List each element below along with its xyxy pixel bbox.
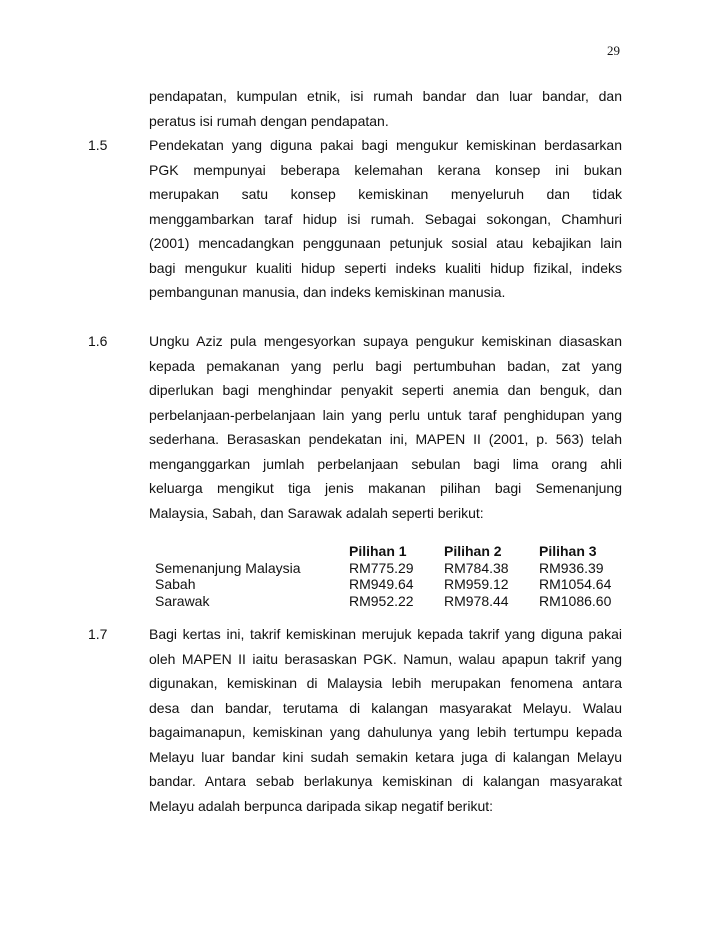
page-number: 29 bbox=[607, 43, 620, 58]
table-header: Pilihan 1 bbox=[349, 543, 407, 559]
text-line: (2001) mencadangkan penggunaan petunjuk sosial atau kebajikan lain bbox=[149, 235, 622, 251]
paragraph-text bbox=[149, 84, 622, 133]
table-cell: RM1054.64 bbox=[539, 576, 612, 592]
table-cell: Sarawak bbox=[155, 592, 210, 609]
table-cell: Semenanjung Malaysia bbox=[155, 559, 301, 576]
text-line: keluarga mengikut tiga jenis makanan pilihan bagi Semenanjung bbox=[149, 480, 622, 496]
table-cell: RM784.38 bbox=[444, 559, 509, 576]
text-line: Pendekatan yang diguna pakai bagi mengukur kemiskinan berdasarkan bbox=[149, 137, 622, 153]
table-cell: RM959.12 bbox=[444, 576, 509, 592]
text-line: sederhana. Berasaskan pendekatan ini, MAPEN II (2001, p. 563) telah bbox=[149, 431, 622, 447]
text-line: perbelanjaan-perbelanjaan lain yang perlu untuk taraf penghidupan yang bbox=[149, 406, 622, 423]
paragraph-text bbox=[149, 329, 622, 525]
text-line: peratus isi rumah dengan pendapatan. bbox=[149, 112, 389, 129]
section-number: 1.7 bbox=[88, 626, 108, 642]
table-row bbox=[155, 576, 629, 593]
text-line: merupakan satu konsep kemiskinan menyeluruh dan tidak bbox=[149, 186, 622, 202]
section-1-7 bbox=[88, 622, 622, 818]
section-1-6 bbox=[88, 329, 622, 525]
text-line: desa dan bandar, terutama di kalangan masyarakat Melayu. Walau bbox=[149, 699, 622, 716]
text-line: bagi mengukur kualiti hidup seperti indeks kualiti hidup fizikal, indeks bbox=[149, 259, 622, 276]
text-line: oleh MAPEN II iaitu berasaskan PGK. Namun, walau apapun takrif yang bbox=[149, 650, 622, 667]
paragraph-text bbox=[149, 622, 622, 818]
text-line: bagaimanapun, kemiskinan yang dahulunya yang lebih tertumpu kepada bbox=[149, 724, 622, 740]
paragraph-text bbox=[149, 133, 622, 305]
table-header: Pilihan 2 bbox=[444, 543, 502, 559]
table-header-row bbox=[155, 543, 629, 560]
section-number: 1.6 bbox=[88, 333, 108, 349]
text-line: kepada pemakanan yang perlu bagi pertumbuhan badan, zat yang bbox=[149, 357, 622, 374]
table-row bbox=[155, 593, 629, 610]
table-row bbox=[155, 560, 629, 577]
table-cell: RM978.44 bbox=[444, 592, 509, 609]
table-cell: RM1086.60 bbox=[539, 592, 612, 609]
text-line: menganggarkan jumlah perbelanjaan sebulan bagi lima orang ahli bbox=[149, 455, 622, 472]
table-header bbox=[155, 543, 349, 560]
intro-paragraph bbox=[88, 84, 622, 133]
table-header: Pilihan 3 bbox=[539, 543, 597, 559]
text-line: diperlukan bagi menghindar penyakit seperti anemia dan benguk, dan bbox=[149, 382, 622, 398]
table-cell: Sabah bbox=[155, 576, 196, 592]
text-line: pembangunan manusia, dan indeks kemiskinan manusia. bbox=[149, 284, 506, 300]
section-number: 1.5 bbox=[88, 137, 108, 153]
table-cell: RM775.29 bbox=[349, 559, 414, 576]
text-line: digunakan, kemiskinan di Malaysia lebih merupakan fenomena antara bbox=[149, 675, 622, 691]
text-line: Melayu luar bandar kini sudah semakin ketara juga di kalangan Melayu bbox=[149, 748, 622, 765]
section-1-5 bbox=[88, 133, 622, 305]
cost-table bbox=[155, 543, 629, 609]
text-line: Bagi kertas ini, takrif kemiskinan merujuk kepada takrif yang diguna pakai bbox=[149, 626, 622, 642]
table-cell: RM952.22 bbox=[349, 592, 414, 609]
text-line: pendapatan, kumpulan etnik, isi rumah bandar dan luar bandar, dan bbox=[149, 88, 622, 104]
text-line: PGK mempunyai beberapa kelemahan kerana konsep ini bukan bbox=[149, 161, 622, 178]
table-cell: RM936.39 bbox=[539, 559, 604, 576]
text-line: Ungku Aziz pula mengesyorkan supaya pengukur kemiskinan diasaskan bbox=[149, 333, 622, 349]
text-line: bandar. Antara sebab berlakunya kemiskinan di kalangan masyarakat bbox=[149, 773, 622, 789]
text-line: Melayu adalah berpunca daripada sikap negatif berikut: bbox=[149, 797, 494, 814]
text-line: menggambarkan taraf hidup isi rumah. Sebagai sokongan, Chamhuri bbox=[149, 210, 622, 227]
text-line: Malaysia, Sabah, dan Sarawak adalah seperti berikut: bbox=[149, 504, 484, 521]
table-cell: RM949.64 bbox=[349, 576, 414, 592]
